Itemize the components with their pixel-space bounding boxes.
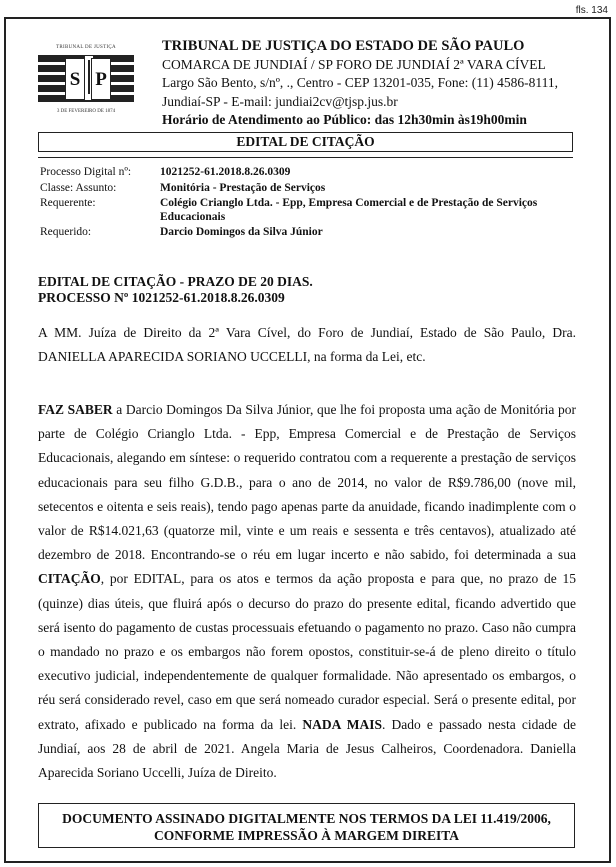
case-info-label: Requerido:: [40, 226, 92, 238]
case-info-row: [40, 226, 575, 240]
seal-letter-p: P: [91, 58, 111, 100]
seal-bottom-text: 3 DE FEVEREIRO DE 1874: [56, 109, 116, 114]
case-info-value: Monitória - Prestação de Serviços: [160, 181, 326, 194]
digital-signature-notice: [38, 803, 575, 848]
edital-heading-line-1: EDITAL DE CITAÇÃO - PRAZO DE 20 DIAS.: [38, 274, 313, 289]
seal-letter-s: S: [65, 58, 85, 100]
seal-top-text: TRIBUNAL DE JUSTIÇA: [56, 45, 116, 50]
case-info-row: [40, 166, 575, 180]
divider: [38, 157, 573, 158]
faz-saber-text: FAZ SABER: [38, 402, 113, 417]
address-line-1: Largo São Bento, s/nº, ., Centro - CEP 13201-035, Fone: (11) 4586-8111,: [162, 75, 559, 90]
case-info-row: [40, 182, 575, 196]
case-info-row: [40, 197, 575, 224]
edital-heading-line-2: PROCESSO Nº 1021252-61.2018.8.26.0309: [38, 290, 285, 305]
case-info-value: Colégio Crianglo Ltda. - Epp, Empresa Comercial e de Prestação de Serviços Educacionais: [160, 197, 538, 223]
nada-mais-text: NADA MAIS: [302, 716, 383, 732]
body-paragraph: [38, 398, 576, 785]
signature-notice-line-2: CONFORME IMPRESSÃO À MARGEM DIREITA: [153, 828, 459, 843]
case-info-label: Processo Digital nº:: [40, 166, 132, 178]
case-info-label: Requerente:: [40, 197, 96, 209]
case-info-value: Darcio Domingos da Silva Júnior: [160, 226, 323, 238]
intro-paragraph: A MM. Juíza de Direito da 2ª Vara Cível, do Foro de Jundiaí, Estado de São Paulo, Dra. DANIELLA APARECIDA SORIANO UCCELLI, na forma da Lei, etc.: [38, 325, 576, 364]
page-number: fls. 134: [575, 5, 608, 16]
edital-heading: [38, 274, 578, 306]
office-hours: Horário de Atendimento ao Público: das 12h30min às19h00min: [162, 112, 527, 127]
body-text-part-2: , por EDITAL, para os atos e termos da ação proposta e para que, no prazo de 15 (quinze) dias úteis, que fluirá após o decurso do prazo do presente edital, ficando advertido que será isento do pagamento de custas processuais efetuando o pagamento no prazo. Caso não cumpra o mandado no prazo e os embargos não forem opostos, constituir-se-á de pleno direito o título executivo judicial, independentemente de qualquer formalidade. Não apresentado os embargos, o réu será considerado revel, caso em que será nomeado curador especial. Será o presente edital, por extrato, afixado e publicado na forma da lei.: [38, 571, 576, 732]
court-seal-logo: [38, 45, 134, 117]
case-info-value: 1021252-61.2018.8.26.0309: [160, 166, 291, 178]
case-info-label: Classe: Assunto:: [40, 181, 117, 194]
district-line: COMARCA DE JUNDIAÍ / SP FORO DE JUNDIAÍ 2ª VARA CÍVEL: [162, 56, 546, 72]
court-name: TRIBUNAL DE JUSTIÇA DO ESTADO DE SÃO PAULO: [162, 38, 525, 54]
court-header: [162, 37, 602, 130]
address-line-2: Jundiaí-SP - E-mail: jundiai2cv@tjsp.jus.br: [162, 93, 398, 109]
body-text-part-1: a Darcio Domingos Da Silva Júnior, que lhe foi proposta uma ação de Monitória por parte de Colégio Crianglo Ltda. - Epp, Empresa Comercial e de Prestação de Serviços Educacionais, alegando em síntese: o requerido contratou com a requerente a prestação de serviços educacionais para seu filho G.D.B., para o ano de 2014, no valor de R$9.786,00 (nove mil, setecentos e oitenta e seis reais), tendo pago apenas parte da anuidade, ficando inadimplente com o valor de R$14.021,63 (quatorze mil, vinte e um reais e sessenta e três centavos), atualizado até dezembro de 2018. Encontrando-se o réu em lugar incerto e não sabido, foi determinada a sua: [38, 402, 576, 563]
citacao-text: CITAÇÃO: [38, 571, 101, 587]
signature-notice-line-1: DOCUMENTO ASSINADO DIGITALMENTE NOS TERMOS DA LEI 11.419/2006,: [62, 811, 551, 826]
document-title: EDITAL DE CITAÇÃO: [38, 132, 573, 152]
case-info: [40, 166, 575, 242]
body-text-part-3: . Dado e passado nesta cidade de Jundiaí, aos 28 de abril de 2021. Angela Maria de Jesus Calheiros, Coordenadora. Daniella Aparecida Soriano Uccelli, Juíza de Direito.: [38, 716, 576, 781]
